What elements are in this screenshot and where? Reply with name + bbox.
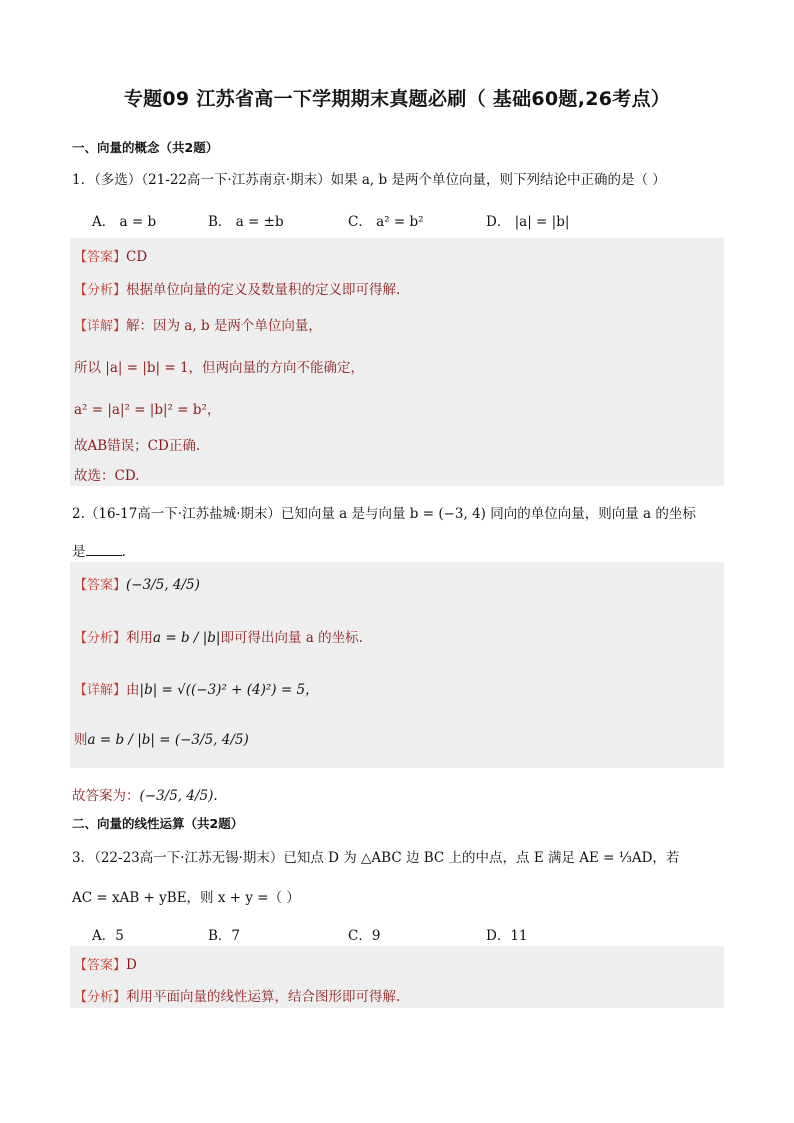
- q2-analysis-formula: a = b / |b|: [153, 630, 221, 646]
- analysis-tag: 【分析】: [74, 990, 127, 1005]
- q1-option-d: D． |a| = |b|: [486, 214, 570, 230]
- q3-option-c: C．9: [348, 928, 381, 944]
- q2-final-formula: (−3/5, 4/5).: [139, 788, 218, 804]
- answer-blank: [86, 543, 122, 556]
- q1-option-b: B． a = ±b: [208, 214, 284, 230]
- question-2-stem-cont: 是 .: [72, 544, 126, 560]
- question-3-stem: 3．（22-23高一下·江苏无锡·期末）已知点 D 为 △ABC 边 BC 上的中点，点 E 满足 AE = ⅓AD，若: [72, 850, 680, 866]
- question-1-stem: 1．（多选）（21-22高一下·江苏南京·期末）如果 a, b 是两个单位向量，则下列结论中正确的是（ ）: [72, 172, 666, 188]
- q2-final-row: [72, 784, 218, 804]
- analysis-tag: 【分析】: [74, 283, 127, 298]
- q2-detail-formula: |b| = √((−3)² + (4)²) = 5，: [139, 682, 319, 698]
- q3-analysis-row: [74, 985, 400, 1005]
- q2-analysis-row: [74, 626, 363, 646]
- q1-detail-line: a² = |a|² = |b|² = b²，: [74, 402, 221, 418]
- q1-detail-line: 解：因为 a, b 是两个单位向量，: [126, 318, 322, 334]
- q2-answer-row: [74, 574, 200, 593]
- q3-option-a: A．5: [92, 928, 124, 944]
- answer-tag: 【答案】: [74, 578, 127, 593]
- detail-tag: 【详解】: [74, 319, 127, 334]
- q1-analysis-row: [74, 278, 400, 298]
- q3-option-d: D．11: [486, 928, 528, 944]
- q2-detail-row: [74, 678, 319, 698]
- page-title: 专题09 江苏省高一下学期期末真题必刷（ 基础60题,26考点）: [123, 88, 671, 110]
- q2-stem-tail: 是: [72, 544, 86, 560]
- section-heading: 二、向量的线性运算（共2题）: [72, 816, 244, 831]
- q2-detail-row-2: [74, 728, 249, 748]
- detail-tag: 【详解】: [74, 683, 127, 698]
- q2-answer: (−3/5, 4/5): [126, 577, 200, 593]
- q2-analysis-pre: 利用: [126, 630, 154, 646]
- q3-answer: D: [126, 957, 137, 973]
- q2-analysis-post: 即可得出向量 a 的坐标.: [220, 630, 363, 646]
- section-heading: 一、向量的概念（共2题）: [72, 140, 219, 155]
- q1-detail-row: [74, 314, 322, 334]
- q1-detail-line: 故选：CD.: [74, 468, 140, 484]
- q1-option-c: C． a² = b²: [348, 214, 424, 230]
- analysis-tag: 【分析】: [74, 631, 127, 646]
- q1-option-a: A． a = b: [92, 214, 157, 230]
- answer-tag: 【答案】: [74, 958, 127, 973]
- q3-analysis: 利用平面向量的线性运算，结合图形即可得解.: [126, 989, 401, 1005]
- q1-analysis: 根据单位向量的定义及数量积的定义即可得解.: [126, 282, 401, 298]
- q1-answer: CD: [126, 249, 148, 265]
- question-2-stem: 2.（16-17高一下·江苏盐城·期末）已知向量 a 是与向量 b = (−3, 4) 同向的单位向量，则向量 a 的坐标: [72, 506, 696, 522]
- q1-detail-line: 所以 |a| = |b| = 1，但两向量的方向不能确定，: [74, 360, 365, 376]
- question-3-stem-cont: AC = xAB + yBE，则 x + y =（ ）: [72, 890, 300, 906]
- q1-answer-row: [74, 246, 147, 265]
- q2-final-pre: 故答案为：: [72, 788, 140, 804]
- answer-tag: 【答案】: [74, 250, 127, 265]
- q2-detail-pre: 由: [126, 682, 140, 698]
- q2-detail-pre: 则: [74, 732, 88, 748]
- q3-option-b: B．7: [208, 928, 241, 944]
- q1-detail-line: 故AB错误；CD正确.: [74, 438, 201, 454]
- q3-answer-row: [74, 954, 137, 973]
- q2-detail-formula: a = b / |b| = (−3/5, 4/5): [87, 732, 249, 748]
